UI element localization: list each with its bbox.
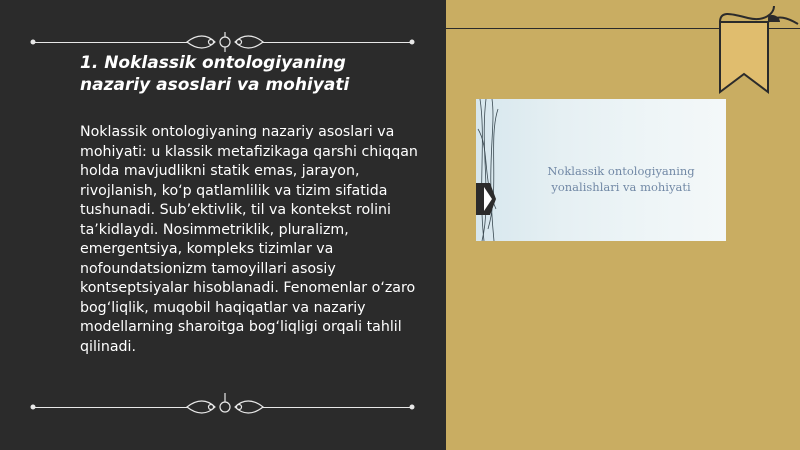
decorative-lines-icon xyxy=(476,99,516,241)
top-divider-left xyxy=(33,42,188,43)
slide-title: 1. Noklassik ontologiyaning nazariy asoslari va mohiyati xyxy=(80,53,350,95)
top-flourish-icon xyxy=(185,32,265,52)
slide-body-text: Noklassik ontologiyaning nazariy asoslari va mohiyati: u klassik metafizikaga qarshi chiqqan holda mavjudlikni statik emas, jarayon, rivojlanish, ko‘p qatlamlilik va tizim sifatida tushunadi. Sub’ektivlik, til va kontekst rolini ta’kidlaydi. Nosimmetriklik, pluralizm, emergentsiya, kompleks tizimlar va nofoundatsionizm tamoyillari asosiy kontseptsiyalar hisoblanadi. Fenomenlar o‘zaro bog‘liqlik, muqobil haqiqatlar va nazariy modellarning sharoitga bog‘liqligi orqali tahlil qilinadi. xyxy=(80,124,418,355)
bookmark-ribbon-icon xyxy=(718,0,800,100)
bottom-divider-left xyxy=(33,407,188,408)
bottom-left-dot-icon xyxy=(29,403,37,411)
top-left-dot-icon xyxy=(29,38,37,46)
bottom-right-dot-icon xyxy=(408,403,416,411)
top-divider-right xyxy=(262,42,412,43)
bottom-flourish-icon xyxy=(185,393,265,417)
thumbnail-title: Noklassik ontologiyaning yonalishlari va mohiyati xyxy=(547,164,695,194)
slide-thumbnail[interactable] xyxy=(476,99,726,241)
top-right-dot-icon xyxy=(408,38,416,46)
bottom-divider-right xyxy=(262,407,412,408)
